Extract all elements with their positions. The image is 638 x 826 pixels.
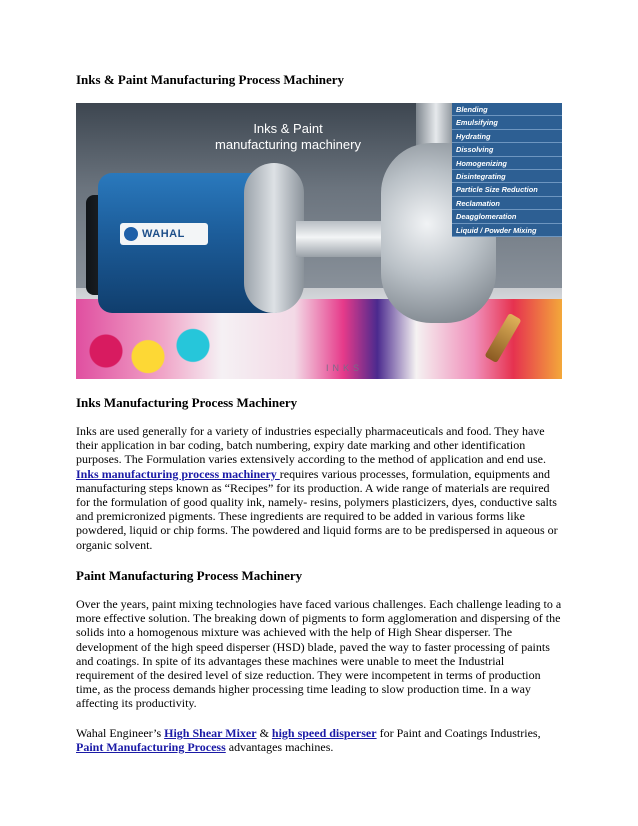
inks-paragraph [76, 424, 564, 552]
brand-name: WAHAL [142, 228, 185, 240]
process-item: Liquid / Powder Mixing [452, 224, 562, 237]
hero-headline [188, 121, 388, 153]
inks-machinery-link[interactable]: Inks manufacturing process machinery [76, 466, 280, 481]
brand-badge [120, 223, 208, 245]
process-item: Hydrating [452, 130, 562, 143]
closing-paragraph [76, 726, 564, 754]
hero-image [76, 103, 562, 379]
process-item: Deagglomeration [452, 210, 562, 223]
motor-flange [244, 163, 304, 313]
closing-suffix: advantages machines. [225, 740, 334, 755]
process-list [452, 103, 562, 237]
brand-logo-icon [124, 227, 138, 241]
inks-text-after: requires various processes, formulation, equipments and manufacturing steps known as “Recipes” for its production. A wide range of materials are required for the formulation of good quality ink, namely- resins, polymers plasticizers, dyes, conductive salts and premicronized pigments. These ingredients are required to be added in various forms like powdered, liquid or chip forms. The powdered and liquid forms are to be predispersed in aqueous or organic solvent. [76, 466, 558, 552]
inks-watermark: INKS [326, 363, 364, 373]
process-item: Homogenizing [452, 157, 562, 170]
hero-headline-line2: manufacturing machinery [215, 137, 361, 152]
page-title: Inks & Paint Manufacturing Process Machinery [76, 72, 345, 87]
high-speed-disperser-link[interactable]: high speed disperser [271, 726, 377, 740]
process-item: Emulsifying [452, 116, 562, 129]
closing-amp: & [256, 726, 272, 740]
paint-section-heading: Paint Manufacturing Process Machinery [76, 568, 303, 583]
paint-manufacturing-process-link[interactable]: Paint Manufacturing Process [76, 740, 226, 755]
closing-prefix: Wahal Engineer’s [76, 726, 165, 740]
paint-paragraph: Over the years, paint mixing technologies have faced various challenges. Each challenge leading to a more effective solution. The breaking down of pigments to form agglomeration and dispersing of the solids into a homogenous mixture was achieved with the help of High Shear disperser. The development of the high speed disperser (HSD) blade, paved the way to faster processing of paints and coatings. In spite of its advantages these machines were unable to meet the Industrial requirement of the desired level of size reduction. They were incompetent in terms of production time, as the process demands higher processing time leading to slow production time. In a way affecting its productivity. [76, 597, 562, 711]
closing-mid: for Paint and Coatings Industries, [376, 726, 541, 740]
process-item: Dissolving [452, 143, 562, 156]
inks-section-heading: Inks Manufacturing Process Machinery [76, 395, 298, 410]
hero-headline-line1: Inks & Paint [253, 121, 323, 136]
process-item: Disintegrating [452, 170, 562, 183]
process-item: Blending [452, 103, 562, 116]
paint-cans [76, 323, 226, 379]
inks-text-before: Inks are used generally for a variety of industries especially pharmaceuticals and food. They have their application in bar coding, batch numbering, expiry date marking and other identification purposes. The Formulation varies extensively according to the method of application and end use. [76, 424, 546, 467]
high-shear-mixer-link[interactable]: High Shear Mixer [164, 726, 257, 740]
process-item: Reclamation [452, 197, 562, 210]
process-item: Particle Size Reduction [452, 183, 562, 196]
